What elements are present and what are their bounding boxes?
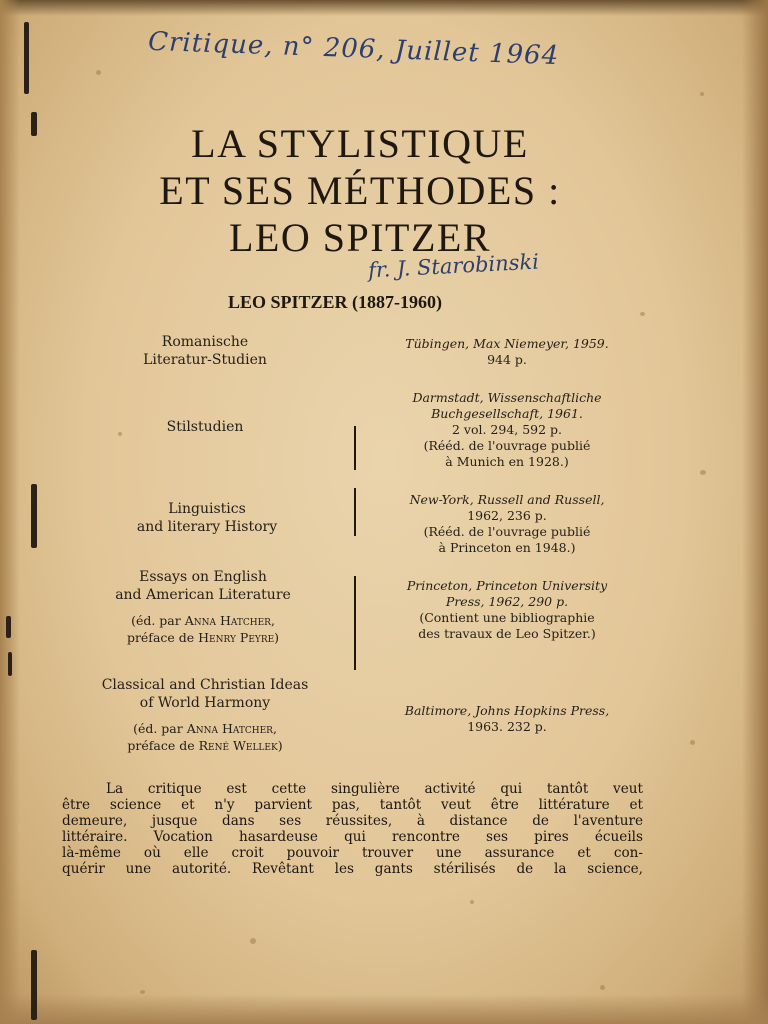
stain-spot [640,312,645,316]
margin-line-mark [354,426,356,470]
editor-note [72,612,334,646]
publication-details [362,703,652,735]
binding-mark [8,652,12,676]
stain-spot [700,92,704,96]
stain-spot [690,740,695,745]
work-title-line: Classical and Christian Ideas [101,677,309,693]
publication-details [362,578,652,642]
page-edge-top [0,0,768,16]
detail-line: (Contient une bibliographie [419,610,595,625]
handwritten-attribution: fr. J. Starobinski [367,249,540,283]
binding-mark [31,484,37,548]
detail-line: 944 p. [487,352,527,367]
work-title-line: Literatur-Studien [143,352,267,368]
title-line: LEO SPITZER [228,215,492,260]
publisher-line: Baltimore, Johns Hopkins Press, [404,703,610,718]
title-line: LA STYLISTIQUE [191,121,529,166]
publisher-line: Tübingen, Max Niemeyer, 1959. [405,336,609,351]
work-title [60,676,350,754]
preface-name: Henry Peyre) [198,630,280,645]
publication-details [362,492,652,556]
detail-line: (Rééd. de l'ouvrage publié [423,524,591,539]
work-title-line: Linguistics [168,501,246,517]
author-heading: LEO SPITZER (1887-1960) [228,292,443,312]
preface-prefix: préface de [127,738,195,753]
work-title [115,418,295,436]
publisher-line: Darmstadt, Wissenschaftliche [412,390,602,405]
detail-line: (Rééd. de l'ouvrage publié [423,438,591,453]
preface-prefix: préface de [126,630,195,645]
page-edge-bottom [0,994,768,1024]
body-line: La critique est cette singulière activité qui tantôt veut [106,781,643,797]
editor-name: Anna Hatcher, [186,721,277,736]
work-title-line: and American Literature [115,587,291,603]
body-line: demeure, jusque dans ses réussites, à distance de l'aventure [62,813,643,830]
stain-spot [600,985,605,990]
stain-spot [250,938,256,944]
work-title-line: Stilstudien [166,419,244,435]
stain-spot [470,900,474,904]
editor-prefix: (éd. par [131,613,181,628]
editor-name: Anna Hatcher, [184,613,275,628]
detail-line: 2 vol. 294, 592 p. [451,422,563,437]
article-title [0,120,720,261]
margin-line-mark [354,576,356,670]
work-title-line: and literary History [136,519,278,535]
body-line: là-même où elle croit pouvoir trouver une assurance et con- [62,845,643,862]
work-title-line: of World Harmony [139,695,271,711]
margin-line-mark [354,488,356,536]
stain-spot [96,70,101,75]
binding-mark [31,950,37,1020]
detail-line: 1962, 236 p. [467,508,547,523]
preface-name: René Wellek) [198,738,283,753]
work-title [72,568,334,646]
body-line: littéraire. Vocation hasardeuse qui rencontre ses pires écueils [62,829,643,846]
work-title [102,500,312,536]
editor-prefix: (éd. par [133,721,183,736]
publisher-line: Buchgesellschaft, 1961. [431,406,583,421]
stain-spot [140,990,145,994]
work-title-line: Romanische [161,334,249,350]
binding-mark [24,22,29,94]
body-paragraph [62,781,643,878]
stain-spot [700,470,706,475]
publication-details [362,336,652,368]
body-line: être science et n'y parvient pas, tantôt veut être littérature et [62,797,643,814]
title-line: ET SES MÉTHODES : [159,168,561,213]
detail-line: à Munich en 1928.) [445,454,569,469]
publisher-line: Press, 1962, 290 p. [445,594,569,609]
editor-note [60,720,350,754]
work-title [115,333,295,369]
page-edge-right [742,0,768,1024]
detail-line: 1963. 232 p. [467,719,547,734]
publication-details [362,390,652,470]
publisher-line: New-York, Russell and Russell, [409,492,605,507]
handwritten-citation: Critique, n° 206, Juillet 1964 [147,26,560,72]
binding-mark [6,616,11,638]
detail-line: des travaux de Leo Spitzer.) [418,626,596,641]
work-title-line: Essays on English [139,569,267,585]
body-line: quérir une autorité. Revêtant les gants stérilisés de la science, [62,861,643,878]
publisher-line: Princeton, Princeton University [406,578,608,593]
detail-line: à Princeton en 1948.) [438,540,576,555]
